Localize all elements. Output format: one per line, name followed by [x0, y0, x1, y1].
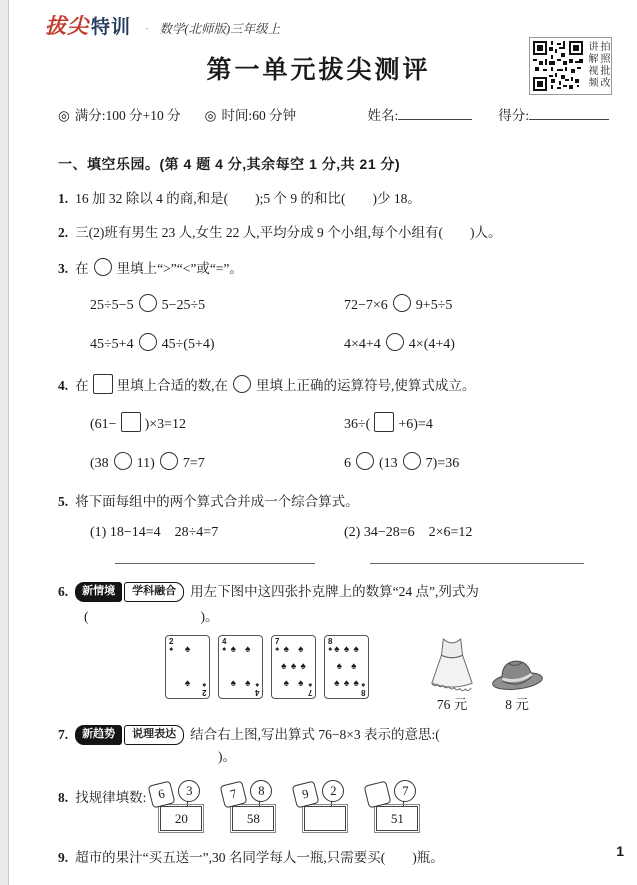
expression-text: 在	[75, 377, 89, 393]
card-pips	[332, 645, 361, 689]
question-text: 将下面每组中的两个算式合并成一个综合算式。	[75, 494, 359, 509]
question-6	[58, 582, 609, 602]
equation-expression	[344, 452, 609, 474]
question-5	[58, 492, 609, 512]
dress-illustration	[427, 635, 477, 693]
blank-circle	[393, 294, 411, 312]
spade-pip-icon: ♠	[351, 660, 357, 672]
spade-pip-icon: ♠	[298, 677, 304, 689]
question-text: 16 加 32 除以 4 的商,和是( );5 个 9 的和比( )少 18。	[75, 191, 421, 206]
spade-pip-icon: ♠	[336, 660, 342, 672]
spade-pip-icon: ♠	[353, 677, 359, 689]
question-text: 找规律填数:	[75, 789, 147, 805]
equation-pair-1: (1) 18−14=4 28÷4=7	[90, 525, 219, 541]
card-rank-corner: 7 ♠	[307, 680, 312, 697]
expression-text: 11)	[136, 456, 155, 471]
spade-pip-icon: ♠	[245, 677, 251, 689]
equation-expression	[90, 412, 344, 435]
pattern-group	[294, 780, 354, 832]
expression-text: 72−7×6	[344, 297, 388, 313]
worksheet-body	[58, 150, 609, 882]
spade-pip-icon: ♠	[353, 643, 359, 655]
spade-pip-icon: ♠	[283, 677, 289, 689]
expression-text: (61−	[90, 417, 117, 432]
name-blank-line	[398, 106, 472, 120]
spade-icon: ♠	[307, 680, 312, 688]
question-number: 1.	[58, 191, 69, 206]
qr-panel	[529, 37, 612, 95]
question-text: 结合右上图,写出算式 76−8×3 表示的意思:(	[190, 727, 440, 742]
card-pips	[279, 645, 308, 689]
name-label: 姓名:	[367, 108, 399, 123]
circle-value: 8	[250, 780, 272, 802]
expression-text: (13	[379, 456, 398, 471]
separator-dot: ·	[145, 21, 150, 36]
question-7-closing-paren: )。	[218, 749, 236, 765]
spade-pip-icon: ♠	[334, 643, 340, 655]
spade-pip-icon: ♠	[343, 677, 350, 689]
spade-pip-icon: ♠	[230, 643, 236, 655]
equation-pair-2: (2) 34−28=6 2×6=12	[344, 525, 473, 541]
expression-text: (38	[90, 456, 109, 471]
spade-pip-icon: ♠	[290, 660, 297, 672]
spade-pip-icon: ♠	[184, 643, 191, 655]
spade-pip-icon: ♠	[283, 643, 289, 655]
card-pips	[173, 645, 202, 689]
priced-items-group	[427, 635, 545, 715]
comparison-expression	[90, 294, 344, 316]
name-field	[367, 104, 472, 124]
question-number: 4.	[58, 377, 69, 393]
dress-price: 76 元	[436, 696, 468, 712]
qr-caption-photo-grading: 拍照批改	[598, 41, 609, 89]
question-text	[75, 378, 475, 393]
question-number: 6.	[58, 584, 69, 600]
spade-icon: ♠	[254, 680, 259, 688]
question-number: 2.	[58, 225, 69, 241]
answer-blank-line	[370, 553, 584, 564]
spade-icon: ♠	[275, 645, 280, 653]
pattern-group	[222, 780, 282, 832]
blank-circle	[356, 452, 374, 470]
badge-new-scenario: 新情境	[75, 582, 122, 602]
tilted-square-value: 7	[220, 780, 248, 808]
expression-text: 25÷5−5	[90, 297, 134, 313]
blank-box	[374, 412, 394, 432]
expression-text: 45÷(5+4)	[161, 336, 215, 352]
spade-pip-icon: ♠	[343, 643, 350, 655]
blank-circle	[114, 452, 132, 470]
blank-circle	[139, 294, 157, 312]
question-3	[58, 258, 609, 279]
card-rank-corner: 4 ♠	[222, 636, 227, 653]
expression-text: 7=7	[182, 456, 205, 471]
result-box-value: 20	[160, 806, 202, 831]
question-1	[58, 189, 609, 209]
illustrations-row	[165, 635, 609, 715]
hat-price: 8 元	[505, 696, 529, 712]
question-4-expressions-row-2	[90, 452, 609, 474]
blank-circle	[403, 452, 421, 470]
page-number: 1	[616, 843, 624, 859]
time-label: ◎ 时间:60 分钟	[204, 108, 297, 123]
dress-item	[427, 635, 477, 715]
hat-item	[489, 653, 545, 715]
question-4	[58, 374, 609, 396]
page-title: 第一单元拔尖测评	[206, 57, 431, 84]
expression-text: 4×(4+4)	[408, 336, 455, 352]
expression-text: 里填上“>”“<”或“=”。	[116, 260, 243, 276]
scan-edge-strip	[0, 0, 9, 885]
expression-text: 里填上正确的运算符号,使算式成立。	[256, 377, 476, 393]
question-7	[58, 725, 609, 745]
expression-text: 7)=36	[425, 456, 460, 471]
expression-text: )×3=12	[144, 417, 187, 432]
question-number: 5.	[58, 494, 69, 509]
spade-pip-icon: ♠	[300, 660, 306, 672]
question-9	[58, 848, 609, 868]
comparison-expression	[90, 333, 344, 355]
circle-value: 7	[394, 780, 416, 802]
section-one-heading: 一、填空乐园。(第 4 题 4 分,其余每空 1 分,共 21 分)	[58, 156, 401, 172]
qr-caption-video: 讲解视频	[586, 41, 597, 89]
expression-text: 36÷(	[344, 417, 371, 432]
question-6-answer-blank: ( )。	[84, 608, 219, 624]
spade-pip-icon: ♠	[184, 677, 191, 689]
logo-text-red: 拔尖	[45, 15, 89, 38]
expression-text: 45÷5+4	[90, 336, 134, 352]
score-label: 得分:	[498, 108, 529, 123]
question-3-expressions-row-1	[90, 294, 609, 316]
brand-logo	[45, 10, 280, 40]
tilted-square-value	[364, 780, 392, 808]
tilted-square-value: 6	[148, 780, 176, 808]
badge-subject-integration: 学科融合	[124, 582, 184, 602]
logo-text-dark: 特训	[91, 17, 132, 38]
card-rank-corner: 2 ♠	[201, 680, 206, 697]
card-rank-corner: 4 ♠	[254, 680, 259, 697]
question-text: 三(2)班有男生 23 人,女生 22 人,平均分成 9 个小组,每个小组有( )人。	[75, 225, 502, 241]
question-8-label	[58, 788, 146, 808]
playing-card	[324, 635, 369, 699]
playing-card	[218, 635, 263, 699]
info-bar	[58, 104, 609, 124]
expression-text: 在	[75, 260, 89, 276]
question-3-expressions-row-2	[90, 333, 609, 355]
hat-illustration	[489, 653, 545, 693]
result-box-value: 58	[232, 806, 274, 831]
spade-pip-icon: ♠	[245, 643, 251, 655]
expression-text: 4×4+4	[344, 336, 381, 352]
question-text	[75, 261, 243, 276]
bullseye-icon: ◎	[58, 108, 70, 123]
spade-pip-icon: ♠	[334, 677, 340, 689]
badge-reasoning-expression: 说理表达	[124, 725, 184, 745]
badge-new-trend: 新趋势	[75, 725, 122, 745]
blank-circle	[139, 333, 157, 351]
spade-icon: ♠	[328, 645, 333, 653]
bullseye-icon: ◎	[204, 108, 217, 123]
blank-circle	[386, 333, 404, 351]
question-text: 用左下图中这四张扑克牌上的数算“24 点”,列式为	[190, 584, 479, 600]
playing-cards-group	[165, 635, 369, 699]
question-5-answer-lines	[115, 553, 609, 564]
result-box-value	[304, 806, 346, 831]
expression-text: 6	[344, 456, 351, 471]
result-box-value: 51	[376, 806, 418, 831]
blank-box	[93, 374, 113, 394]
tilted-square-value: 9	[292, 780, 320, 808]
comparison-expression	[344, 294, 609, 316]
spade-pip-icon: ♠	[281, 660, 287, 672]
question-text: 超市的果汁“买五送一”,30 名同学每人一瓶,只需要买( )瓶。	[75, 849, 444, 865]
expression-text: 里填上合适的数,在	[116, 377, 228, 393]
question-number: 9.	[58, 849, 69, 865]
equation-expression	[90, 452, 344, 474]
spade-icon: ♠	[360, 680, 365, 688]
score-field	[498, 104, 609, 124]
spade-icon: ♠	[222, 645, 227, 653]
question-number: 8.	[58, 789, 69, 805]
blank-box	[121, 412, 141, 432]
card-rank-corner: 7 ♠	[275, 636, 280, 653]
expression-text: 5−25÷5	[161, 297, 206, 313]
qr-code-icon	[533, 41, 583, 91]
full-score-label: ◎ 满分:100 分+10 分	[58, 108, 181, 123]
expression-text: 9+5÷5	[415, 297, 453, 313]
circle-value: 3	[178, 780, 200, 802]
playing-card	[271, 635, 316, 699]
spade-pip-icon: ♠	[230, 677, 236, 689]
score-blank-line	[529, 106, 609, 120]
card-rank-corner: 8 ♠	[328, 636, 333, 653]
question-8	[58, 780, 609, 832]
pattern-group	[150, 780, 210, 832]
question-4-expressions-row-1	[90, 412, 609, 435]
spade-pip-icon: ♠	[298, 643, 304, 655]
card-pips	[226, 645, 255, 689]
card-rank-corner: 2 ♠	[169, 636, 174, 653]
question-2	[58, 223, 609, 243]
pattern-group	[366, 780, 426, 832]
edition-label: 数学(北师版)三年级上	[159, 22, 281, 36]
question-number: 7.	[58, 727, 69, 742]
blank-circle	[233, 375, 251, 393]
question-5-equation-pairs	[90, 522, 609, 543]
expression-text: +6)=4	[398, 417, 433, 432]
blank-circle	[160, 452, 178, 470]
comparison-expression	[344, 333, 609, 355]
question-number: 3.	[58, 260, 69, 276]
equation-expression	[344, 412, 609, 435]
blank-circle	[94, 258, 112, 276]
card-rank-corner: 8 ♠	[360, 680, 365, 697]
answer-blank-line	[115, 553, 315, 564]
circle-value: 2	[322, 780, 344, 802]
pattern-groups	[150, 780, 426, 832]
spade-icon: ♠	[201, 680, 206, 688]
playing-card	[165, 635, 210, 699]
spade-icon: ♠	[169, 645, 174, 653]
